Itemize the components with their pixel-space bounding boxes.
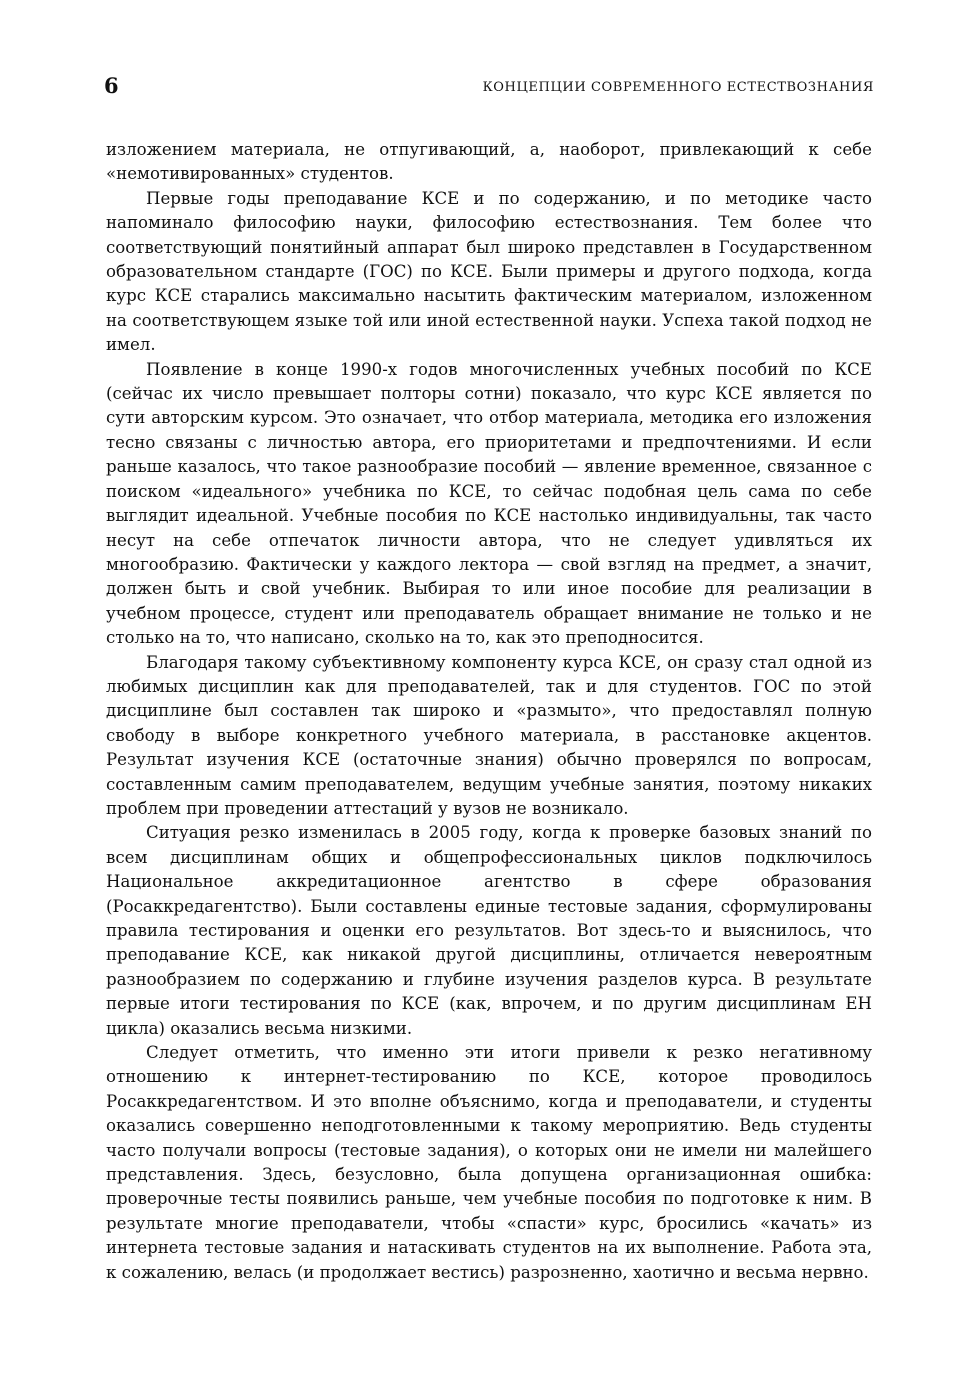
paragraph-textbooks: Появление в конце 1990-х годов многочисленных учебных пособий по КСЕ (сейчас их число превышает полторы сотни) показало, что курс КСЕ является по сути авторским курсом. Это означает, что отбор материала, методика его изложения тесно связаны с личностью автора, его приоритетами и предпочтениями. И если раньше казалось, что такое разнообразие пособий — явление временное, связанное с поиском «идеального» учебника по КСЕ, то сейчас подобная цель сама по себе выглядит идеальной. Учебные пособия по КСЕ настолько индивидуальны, так часто несут на себе отпечаток личности автора, что не следует удивляться их многообразию. Фактически у каждого лектора — свой взгляд на предмет, а значит, должен быть и свой учебник. Выбирая то или иное пособие для реализации в учебном процессе, студент или преподаватель обращает внимание не только и не столько на то, что написано, сколько на то, как это преподносится.	[106, 359, 872, 648]
paragraph-2005-situation: Ситуация резко изменилась в 2005 году, когда к проверке базовых знаний по всем дисциплинам общих и общепрофессиональных циклов подключилось Национальное аккредитационное агентство в сфере образования (Росаккредагентство). Были составлены единые тестовые задания, сформулированы правила тестирования и оценки его результатов. Вот здесь-то и выяснилось, что преподавание КСЕ, как никакой другой дисциплины, отличается невероятным разнообразием по содержанию и глубине изучения разделов курса. В результате первые итоги тестирования по КСЕ (как, впрочем, и по другим дисциплинам ЕН цикла) оказались весьма низкими.	[106, 823, 872, 1038]
paragraph-subjective-component: Благодаря такому субъективному компоненту курса КСЕ, он сразу стал одной из любимых дисциплин как для преподавателей, так и для студентов. ГОС по этой дисциплине был составлен так широко и «размыто», что предоставлял полную свободу в выборе конкретного учебного материала, в расстановке акцентов. Результат изучения КСЕ (остаточные знания) обычно проверялся по вопросам, составленным самим преподавателем, ведущим учебные занятия, поэтому никаких проблем при проведении аттестаций у вузов не возникало.	[106, 652, 872, 818]
running-title: КОНЦЕПЦИИ СОВРЕМЕННОГО ЕСТЕСТВОЗНАНИЯ	[482, 80, 874, 95]
body-text	[106, 138, 872, 1285]
paragraph-continued: изложением материала, не отпугивающий, а, наоборот, привлекающий к себе «немотивированных» студентов.	[106, 140, 872, 184]
paragraph-early-years: Первые годы преподавание КСЕ и по содержанию, и по методике часто напоминало философию науки, философию естествознания. Тем более что соответствующий понятийный аппарат был широко представлен в Государственном образовательном стандарте (ГОС) по КСЕ. Были примеры и другого подхода, когда курс КСЕ старались максимально насытить фактическим материалом, изложенном на соответствующем языке той или иной естественной науки. Успеха такой подход не имел.	[106, 188, 872, 355]
paragraph-internet-testing: Следует отметить, что именно эти итоги привели к резко негативному отношению к интернет-тестированию по КСЕ, которое проводилось Росаккредагентством. И это вполне объяснимо, когда и преподаватели, и студенты оказались совершенно неподготовленными к такому мероприятию. Ведь студенты часто получали вопросы (тестовые задания), о которых они не имели ни малейшего представления. Здесь, безусловно, была допущена организационная ошибка: проверочные тесты появились раньше, чем учебные пособия по подготовке к ним. В результате многие преподаватели, чтобы «спасти» курс, бросились «качать» из интернета тестовые задания и натаскивать студентов на их выполнение. Работа эта, к сожалению, велась (и продолжает вестись) разрозненно, хаотично и весьма нервно.	[106, 1043, 872, 1282]
page-number: 6	[104, 73, 119, 98]
